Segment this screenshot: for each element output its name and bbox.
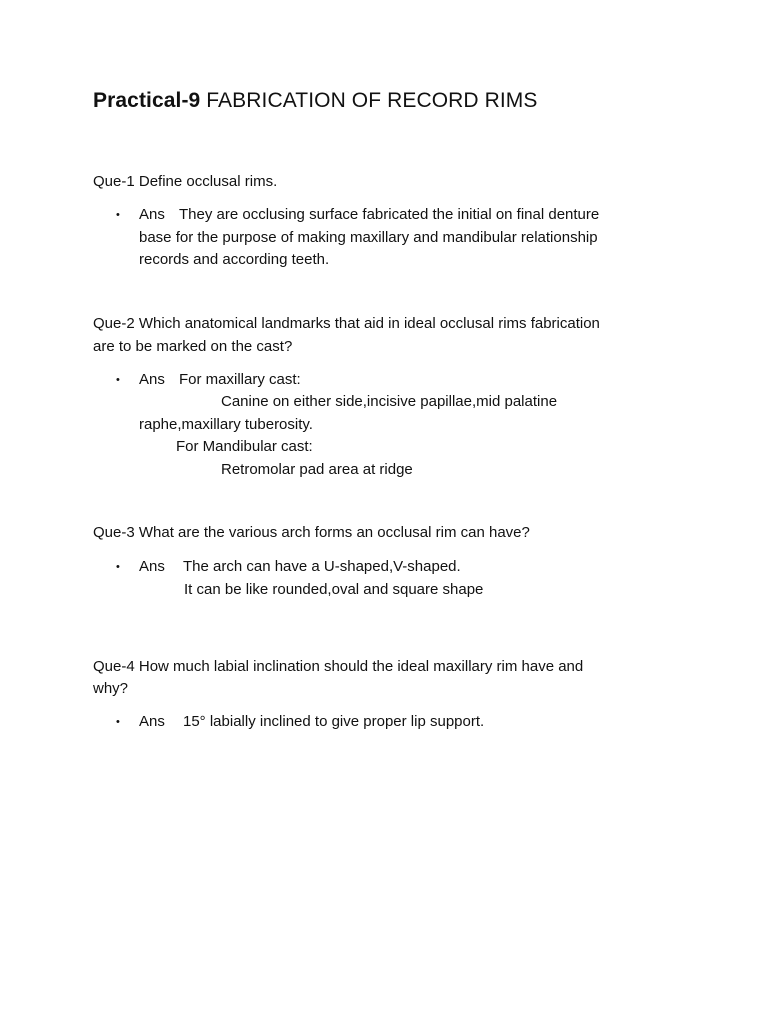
page-title — [93, 89, 538, 113]
question-2-line-1: Que-2 Which anatomical landmarks that aid in ideal occlusal rims fabrication — [93, 315, 600, 332]
answer-2-line-5: Retromolar pad area at ridge — [221, 461, 413, 478]
answer-3-line-2: It can be like rounded,oval and square shape — [184, 581, 484, 598]
answer-1-line-2: base for the purpose of making maxillary and mandibular relationship — [139, 229, 598, 246]
question-4-line-1: Que-4 How much labial inclination should the ideal maxillary rim have and — [93, 658, 584, 675]
bullet-4: • — [116, 716, 120, 728]
answer-2-line-2: Canine on either side,incisive papillae,mid palatine — [221, 393, 558, 410]
answer-3-line-1: The arch can have a U-shaped,V-shaped. — [183, 558, 461, 575]
bullet-1: • — [116, 209, 120, 221]
answer-1-label: Ans — [139, 206, 165, 223]
question-4-line-2: why? — [93, 680, 129, 697]
bullet-3: • — [116, 561, 120, 573]
answer-4-line-1: 15° labially inclined to give proper lip support. — [183, 713, 485, 730]
answer-2-line-3: raphe,maxillary tuberosity. — [139, 416, 313, 433]
answer-2-line-4: For Mandibular cast: — [176, 438, 313, 455]
answer-1-line-3: records and according teeth. — [139, 251, 330, 268]
answer-4-label: Ans — [139, 713, 165, 730]
bullet-2: • — [116, 374, 120, 386]
answer-2-label: Ans — [139, 371, 165, 388]
question-2-line-2: are to be marked on the cast? — [93, 338, 293, 355]
question-1: Que-1 Define occlusal rims. — [93, 173, 278, 190]
title-practical-number: Practical-9 — [93, 89, 201, 112]
answer-2-line-1: For maxillary cast: — [179, 371, 301, 388]
title-text: FABRICATION OF RECORD RIMS — [206, 89, 538, 112]
answer-1-line-1: They are occlusing surface fabricated the initial on final denture — [179, 206, 600, 223]
question-3: Que-3 What are the various arch forms an occlusal rim can have? — [93, 524, 530, 541]
answer-3-label: Ans — [139, 558, 165, 575]
